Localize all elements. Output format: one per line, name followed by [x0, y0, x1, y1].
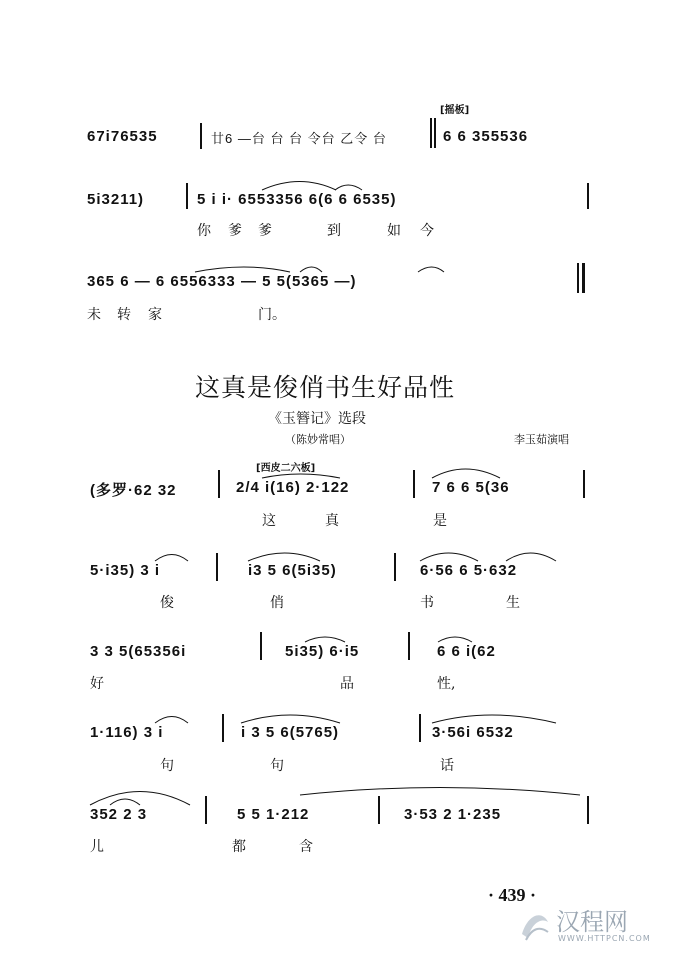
- subtitle: 《玉簪记》选段: [268, 411, 366, 427]
- lyric: 性,: [437, 676, 456, 692]
- lyric: 儿: [90, 839, 104, 855]
- lyric: 如: [387, 223, 401, 239]
- lyric: 品: [340, 676, 354, 692]
- slur: [110, 799, 140, 805]
- notation-row-6-seg-2: 5i35) 6·i5: [285, 643, 360, 660]
- slur: [432, 469, 500, 478]
- watermark-name: 汉程网: [556, 908, 628, 936]
- watermark: [518, 900, 668, 950]
- lyric: 爹: [228, 223, 242, 239]
- lyric: 是: [433, 513, 447, 529]
- section-tag-xipi: [西皮二六板]: [256, 463, 316, 474]
- lyric: 俏: [270, 595, 284, 611]
- slur: [248, 553, 320, 561]
- slur: [195, 267, 290, 272]
- lyric: 书: [420, 595, 434, 611]
- performer-note: （陈妙常唱）: [285, 433, 351, 446]
- notation-row-1-seg-2: 廿6 —台 台 台 令台 乙令 台: [211, 131, 387, 146]
- notation-row-8-seg-2: 5 5 1·212: [237, 806, 310, 823]
- lyric: 句: [160, 758, 174, 774]
- lyric: 话: [440, 758, 454, 774]
- lyric: 未: [87, 307, 101, 323]
- lyric: 这: [262, 513, 276, 529]
- lyric: 你: [197, 223, 211, 239]
- lyric: 句: [270, 758, 284, 774]
- slur: [438, 637, 472, 642]
- page-title: 这真是俊俏书生好品性: [195, 373, 456, 402]
- lyric: 生: [506, 595, 520, 611]
- slur: [418, 267, 444, 272]
- notation-row-3-seg-1: 365 6 — 6 6556333 — 5 5(5365 —): [87, 273, 357, 290]
- page-number: · 439 ·: [488, 885, 537, 905]
- lyric: 转: [117, 307, 131, 323]
- lyric: 门。: [258, 307, 286, 323]
- slur: [241, 715, 340, 723]
- notation-row-1-seg-3: 6 6 355536: [443, 128, 529, 145]
- notation-row-5-seg-3: 6·56 6 5·632: [420, 562, 518, 579]
- slur: [155, 555, 188, 562]
- slur: [305, 637, 345, 642]
- singer-credit: 李玉茹演唱: [514, 433, 569, 446]
- notation-row-7-seg-3: 3·56i 6532: [432, 724, 514, 741]
- lyric: 俊: [160, 595, 174, 611]
- slur: [300, 788, 580, 796]
- notation-row-7-seg-2: i 3 5 6(5765): [241, 724, 340, 741]
- notation-row-5-seg-2: i3 5 6(5i35): [248, 562, 337, 579]
- slur: [262, 474, 340, 478]
- lyric: 含: [299, 839, 313, 855]
- notation-row-8-seg-1: 352 2 3: [90, 806, 148, 823]
- watermark-logo-icon: [518, 904, 552, 944]
- slur: [300, 267, 322, 272]
- slur: [262, 182, 336, 191]
- slur: [506, 553, 556, 561]
- lyric: 今: [420, 223, 434, 239]
- notation-row-4-seg-1: (多罗·62 32: [90, 482, 177, 499]
- notation-row-6-seg-3: 6 6 i(62: [437, 643, 496, 660]
- lyric: 真: [325, 513, 339, 529]
- notation-row-6-seg-1: 3 3 5(65356i: [90, 643, 187, 660]
- lyric: 到: [327, 223, 341, 239]
- lyric: 家: [148, 307, 162, 323]
- watermark-url: WWW.HTTPCN.COM: [558, 934, 651, 943]
- notation-row-7-seg-1: 1·116) 3 i: [90, 724, 164, 741]
- lyric: 好: [90, 676, 104, 692]
- notation-row-8-seg-3: 3·53 2 1·235: [404, 806, 502, 823]
- notation-row-2-seg-2: 5 i i· 6553356 6(6 6 6535): [197, 191, 397, 208]
- lyric: 都: [232, 839, 246, 855]
- slur: [335, 185, 362, 190]
- notation-row-4-seg-3: 7 6 6 5(36: [432, 479, 510, 496]
- notation-row-4-seg-2: 2/4 i(16) 2·122: [236, 479, 350, 496]
- slur: [420, 553, 478, 561]
- notation-row-5-seg-1: 5·i35) 3 i: [90, 562, 161, 579]
- notation-row-1-seg-1: 67i76535: [87, 128, 158, 145]
- slur: [90, 792, 190, 806]
- slur: [155, 717, 188, 724]
- slur: [432, 715, 556, 723]
- lyric: 爹: [258, 223, 272, 239]
- section-tag-yaoban: [摇板]: [440, 105, 470, 116]
- notation-row-2-seg-1: 5i3211): [87, 191, 145, 208]
